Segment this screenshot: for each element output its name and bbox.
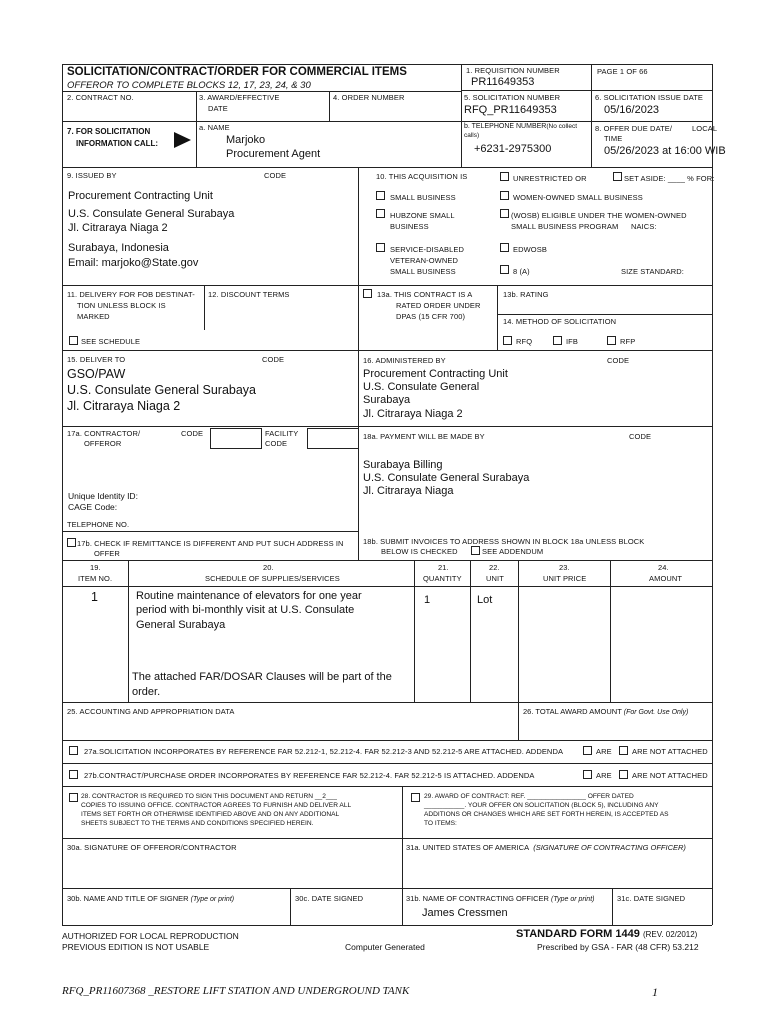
hubzone-checkbox[interactable] bbox=[376, 209, 385, 218]
prescribed-by: Prescribed by GSA - FAR (48 CFR) 53.212 bbox=[537, 942, 699, 952]
8a-label: 8 (A) bbox=[513, 267, 530, 276]
issued-by-line: U.S. Consulate General Surabaya bbox=[68, 208, 235, 220]
contact-title[interactable]: Procurement Agent bbox=[226, 148, 321, 160]
b7a-label: a. NAME bbox=[199, 123, 230, 132]
b27a-are-checkbox[interactable] bbox=[583, 746, 592, 755]
b27b-are-label: ARE bbox=[596, 771, 612, 780]
see-schedule-checkbox[interactable] bbox=[69, 336, 78, 345]
b27a-are-not-checkbox[interactable] bbox=[619, 746, 628, 755]
facility-code-field[interactable] bbox=[307, 428, 359, 449]
computer-generated: Computer Generated bbox=[345, 942, 425, 952]
wosb-eligible-checkbox[interactable] bbox=[500, 209, 509, 218]
issued-by-line: Jl. Citraraya Niaga 2 bbox=[68, 222, 168, 234]
document-footer-title: RFQ_PR11607368 _RESTORE LIFT STATION AND UNDERGROUND TANK bbox=[62, 985, 410, 997]
administered-by-line: Procurement Contracting Unit bbox=[363, 368, 508, 380]
sdvosb-label: SERVICE-DISABLED bbox=[390, 245, 464, 254]
item-description: General Surabaya bbox=[136, 619, 226, 631]
b13b-label: 13b. RATING bbox=[503, 290, 549, 299]
see-addendum-checkbox[interactable] bbox=[471, 546, 480, 555]
contracting-officer-name: James Cressmen bbox=[422, 907, 508, 919]
b27a-are-label: ARE bbox=[596, 747, 612, 756]
item-number: 1 bbox=[91, 590, 98, 604]
set-aside-label: SET ASIDE: ____ % FOR: bbox=[624, 174, 715, 183]
b17a-label: 17a. CONTRACTOR/ bbox=[67, 429, 141, 438]
item-unit: Lot bbox=[477, 594, 493, 606]
b27a-are-not-label: ARE NOT ATTACHED bbox=[632, 747, 708, 756]
col-19-num: 19. bbox=[90, 563, 101, 572]
issued-by-email: Email: marjoko@State.gov bbox=[68, 257, 199, 269]
b30a-label: 30a. SIGNATURE OF OFFEROR/CONTRACTOR bbox=[67, 843, 237, 852]
b18b-label: 18b. SUBMIT INVOICES TO ADDRESS SHOWN IN BLOCK 18a UNLESS BLOCK bbox=[363, 537, 645, 546]
item-quantity: 1 bbox=[424, 594, 431, 606]
ifb-label: IFB bbox=[566, 337, 578, 346]
see-schedule-label: SEE SCHEDULE bbox=[81, 337, 141, 346]
b4-label: 4. ORDER NUMBER bbox=[333, 93, 405, 102]
b28-text: SHEETS SUBJECT TO THE TERMS AND CONDITIONS SPECIFIED HEREIN. bbox=[81, 820, 314, 827]
contact-phone[interactable]: +6231-2975300 bbox=[474, 143, 552, 155]
payment-line: Surabaya Billing bbox=[363, 459, 443, 471]
b7-label-2: INFORMATION CALL: bbox=[76, 139, 159, 148]
administered-by-line: U.S. Consulate General bbox=[363, 381, 480, 393]
naics-label: NAICS: bbox=[631, 222, 657, 231]
offer-due-date[interactable]: 05/26/2023 at 16:00 WIB bbox=[604, 145, 726, 157]
wosb-eligible-label-2: SMALL BUSINESS PROGRAM bbox=[511, 222, 619, 231]
col-unit: UNIT bbox=[486, 574, 504, 583]
standard-form: STANDARD FORM 1449 (REV. 02/2012) bbox=[516, 928, 698, 940]
b9-label: 9. ISSUED BY bbox=[67, 171, 117, 180]
b13a-label-2: RATED ORDER UNDER bbox=[396, 301, 481, 310]
issued-by-line: Surabaya, Indonesia bbox=[68, 242, 169, 254]
unrestricted-label: UNRESTRICTED OR bbox=[513, 174, 587, 183]
b30c-label: 30c. DATE SIGNED bbox=[295, 894, 364, 903]
b27b-are-not-label: ARE NOT ATTACHED bbox=[632, 771, 708, 780]
payment-line: U.S. Consulate General Surabaya bbox=[363, 472, 530, 484]
b27b-are-not-checkbox[interactable] bbox=[619, 770, 628, 779]
8a-checkbox[interactable] bbox=[500, 265, 509, 274]
col-amount: AMOUNT bbox=[649, 574, 683, 583]
previous-edition: PREVIOUS EDITION IS NOT USABLE bbox=[62, 942, 210, 952]
b3-label: 3. AWARD/EFFECTIVE bbox=[199, 93, 280, 102]
dpas-checkbox[interactable] bbox=[363, 289, 372, 298]
ifb-checkbox[interactable] bbox=[553, 336, 562, 345]
b15-code-label: CODE bbox=[262, 355, 285, 364]
b28-text: COPIES TO ISSUING OFFICE. CONTRACTOR AGREES TO FURNISH AND DELIVER ALL bbox=[81, 802, 352, 809]
col-quantity: QUANTITY bbox=[423, 574, 462, 583]
col-schedule: SCHEDULE OF SUPPLIES/SERVICES bbox=[205, 574, 340, 583]
facility-code-label-2: CODE bbox=[265, 439, 288, 448]
wosb-label: WOMEN-OWNED SMALL BUSINESS bbox=[513, 193, 643, 202]
b7-label: 7. FOR SOLICITATION bbox=[67, 127, 151, 136]
col-20-num: 20. bbox=[263, 563, 274, 572]
administered-by-line: Jl. Citraraya Niaga 2 bbox=[363, 408, 463, 420]
arrow-right-icon bbox=[174, 132, 192, 148]
wosb-checkbox[interactable] bbox=[500, 191, 509, 200]
item-description: period with bi-monthly visit at U.S. Consulate bbox=[136, 604, 355, 616]
b5-label: 5. SOLICITATION NUMBER bbox=[464, 93, 561, 102]
page-count: PAGE 1 OF 66 bbox=[597, 67, 648, 76]
b6-label: 6. SOLICITATION ISSUE DATE bbox=[595, 93, 704, 102]
b28-text: ITEMS SET FORTH OR OTHERWISE IDENTIFIED ABOVE AND ON ANY ADDITIONAL bbox=[81, 811, 340, 818]
b18a-label: 18a. PAYMENT WILL BE MADE BY bbox=[363, 432, 485, 441]
b28-checkbox[interactable] bbox=[69, 793, 78, 802]
issued-by-line: Procurement Contracting Unit bbox=[68, 190, 213, 202]
b2-label: 2. CONTRACT NO. bbox=[67, 93, 134, 102]
col-unit-price: UNIT PRICE bbox=[543, 574, 587, 583]
b31a-label: 31a. UNITED STATES OF AMERICA (SIGNATURE OF CONTRACTING OFFICER) bbox=[406, 843, 686, 852]
b25-label: 25. ACCOUNTING AND APPROPRIATION DATA bbox=[67, 707, 235, 716]
facility-code-label: FACILITY bbox=[265, 429, 299, 438]
b17a-code-label: CODE bbox=[181, 429, 204, 438]
hubzone-label: HUBZONE SMALL bbox=[390, 211, 455, 220]
deliver-to-line: U.S. Consulate General Surabaya bbox=[67, 383, 256, 397]
b15-label: 15. DELIVER TO bbox=[67, 355, 126, 364]
b11-label: 11. DELIVERY FOR FOB DESTINAT- bbox=[67, 290, 195, 299]
b31b-label: 31b. NAME OF CONTRACTING OFFICER (Type or print) bbox=[406, 894, 595, 903]
b17b-label-2: OFFER bbox=[94, 549, 120, 558]
wosb-eligible-label: (WOSB) ELIGIBLE UNDER THE WOMEN-OWNED bbox=[511, 211, 687, 220]
rfp-label: RFP bbox=[620, 337, 636, 346]
administered-by-line: Surabaya bbox=[363, 394, 411, 406]
b14-label: 14. METHOD OF SOLICITATION bbox=[503, 317, 617, 326]
cage-code-label: CAGE Code: bbox=[68, 502, 118, 512]
col-23-num: 23. bbox=[559, 563, 570, 572]
b11-label-3: MARKED bbox=[77, 312, 110, 321]
b27a-checkbox[interactable] bbox=[69, 746, 78, 755]
b26-label: 26. TOTAL AWARD AMOUNT (For Govt. Use Only) bbox=[523, 707, 689, 716]
b17a-label-2: OFFEROR bbox=[84, 439, 122, 448]
b29-text: 29. AWARD OF CONTRACT: REF. ________________ OFFER DATED bbox=[424, 793, 634, 800]
rfp-checkbox[interactable] bbox=[607, 336, 616, 345]
b16-code-label: CODE bbox=[607, 356, 630, 365]
b3-label-date: DATE bbox=[208, 104, 228, 113]
remittance-checkbox[interactable] bbox=[67, 538, 76, 547]
hubzone-label-2: BUSINESS bbox=[390, 222, 429, 231]
b30b-label: 30b. NAME AND TITLE OF SIGNER (Type or print) bbox=[67, 894, 235, 903]
far-clause-note: The attached FAR/DOSAR Clauses will be part of the bbox=[132, 671, 392, 683]
b17b-label: 17b. CHECK IF REMITTANCE IS DIFFERENT AND PUT SUCH ADDRESS IN bbox=[77, 539, 344, 548]
requisition-number[interactable]: PR11649353 bbox=[471, 76, 535, 88]
contact-name[interactable]: Marjoko bbox=[226, 134, 266, 146]
col-21-num: 21. bbox=[438, 563, 449, 572]
b8-label: 8. OFFER DUE DATE/ bbox=[595, 124, 673, 133]
sdvosb-label-3: SMALL BUSINESS bbox=[390, 267, 456, 276]
b29-text: TO ITEMS: bbox=[424, 820, 457, 827]
item-description: Routine maintenance of elevators for one year bbox=[136, 590, 362, 602]
b1-label: 1. REQUISITION NUMBER bbox=[466, 66, 560, 75]
deliver-to-line: Jl. Citraraya Niaga 2 bbox=[67, 399, 181, 413]
col-item-no: ITEM NO. bbox=[78, 574, 113, 583]
b31c-label: 31c. DATE SIGNED bbox=[617, 894, 686, 903]
b10-label: 10. THIS ACQUISITION IS bbox=[376, 172, 468, 181]
col-22-num: 22. bbox=[489, 563, 500, 572]
sdvosb-label-2: VETERAN-OWNED bbox=[390, 256, 458, 265]
b18b-label-2: BELOW IS CHECKED bbox=[381, 547, 458, 556]
b7b-label: b. TELEPHONE NUMBER(No collect bbox=[464, 123, 578, 130]
b29-text: ___________. YOUR OFFER ON SOLICITATION (BLOCK 5), INCLUDING ANY bbox=[424, 802, 659, 809]
deliver-to-line: GSO/PAW bbox=[67, 367, 126, 381]
solicitation-issue-date[interactable]: 05/16/2023 bbox=[604, 104, 660, 116]
authorized-reproduction: AUTHORIZED FOR LOCAL REPRODUCTION bbox=[62, 931, 239, 941]
col-24-num: 24. bbox=[658, 563, 669, 572]
b9-code-label: CODE bbox=[264, 171, 287, 180]
b16-label: 16. ADMINISTERED BY bbox=[363, 356, 446, 365]
b8-label-local: LOCAL bbox=[692, 124, 718, 133]
b7b-label-calls: calls) bbox=[464, 132, 480, 139]
far-clause-note: order. bbox=[132, 686, 161, 698]
small-business-label: SMALL BUSINESS bbox=[390, 193, 456, 202]
page-number: 1 bbox=[652, 985, 658, 999]
rfq-label: RFQ bbox=[516, 337, 533, 346]
size-standard-label: SIZE STANDARD: bbox=[621, 267, 684, 276]
b8-label-time: TIME bbox=[604, 134, 623, 143]
b12-label: 12. DISCOUNT TERMS bbox=[208, 290, 290, 299]
edwosb-label: EDWOSB bbox=[513, 245, 547, 254]
b27a-text: 27a.SOLICITATION INCORPORATES BY REFERENCE FAR 52.212-1, 52.212-4. FAR 52.212-3 AND 52.212-5 ARE ATTACHED. ADDENDA bbox=[84, 747, 564, 756]
solicitation-number[interactable]: RFQ_PR11649353 bbox=[464, 104, 557, 116]
b27b-checkbox[interactable] bbox=[69, 770, 78, 779]
b18a-code-label: CODE bbox=[629, 432, 652, 441]
b13a-label-3: DPAS (15 CFR 700) bbox=[396, 312, 466, 321]
b29-checkbox[interactable] bbox=[411, 793, 420, 802]
unique-identity-label: Unique Identity ID: bbox=[68, 491, 138, 501]
b29-text: ADDITIONS OR CHANGES WHICH ARE SET FORTH HEREIN, IS ACCEPTED AS bbox=[424, 811, 669, 818]
see-addendum-label: SEE ADDENDUM bbox=[482, 547, 544, 556]
b27b-are-checkbox[interactable] bbox=[583, 770, 592, 779]
contractor-code-field[interactable] bbox=[210, 428, 262, 449]
small-business-checkbox[interactable] bbox=[376, 191, 385, 200]
payment-line: Jl. Citraraya Niaga bbox=[363, 485, 454, 497]
telephone-label: TELEPHONE NO. bbox=[67, 520, 130, 529]
unrestricted-checkbox[interactable] bbox=[500, 172, 509, 181]
b13a-label: 13a. THIS CONTRACT IS A bbox=[377, 290, 473, 299]
b28-text: 28. CONTRACTOR IS REQUIRED TO SIGN THIS DOCUMENT AND RETURN __2___ bbox=[81, 793, 337, 800]
sdvosb-checkbox[interactable] bbox=[376, 243, 385, 252]
rfq-checkbox[interactable] bbox=[503, 336, 512, 345]
form-subtitle: OFFEROR TO COMPLETE BLOCKS 12, 17, 23, 24, & 30 bbox=[67, 80, 311, 91]
edwosb-checkbox[interactable] bbox=[500, 243, 509, 252]
b27b-text: 27b.CONTRACT/PURCHASE ORDER INCORPORATES BY REFERENCE FAR 52.212-4. FAR 52.212-5 IS ATTACHED. ADDENDA bbox=[84, 771, 535, 780]
set-aside-checkbox[interactable] bbox=[613, 172, 622, 181]
b11-label-2: TION UNLESS BLOCK IS bbox=[77, 301, 166, 310]
form-title: SOLICITATION/CONTRACT/ORDER FOR COMMERCIAL ITEMS bbox=[67, 66, 407, 78]
